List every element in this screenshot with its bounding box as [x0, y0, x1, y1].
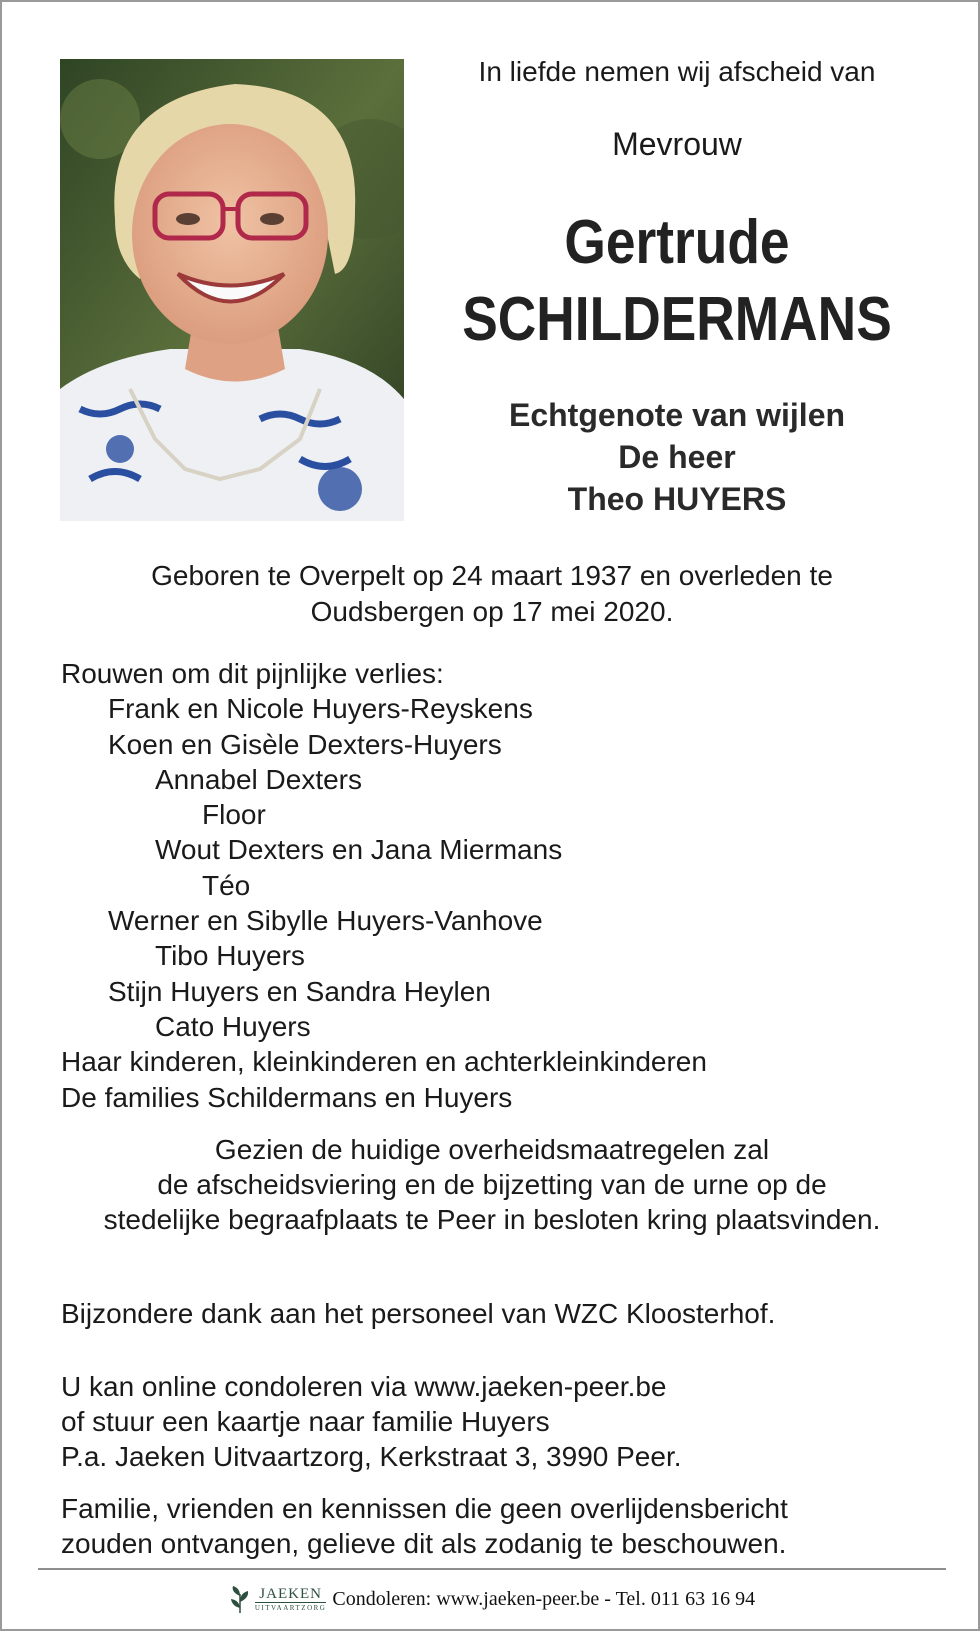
salutation: Mevrouw [612, 126, 742, 162]
mourner-entry: Floor [202, 799, 266, 831]
final-note [61, 1491, 788, 1561]
deceased-first-name: Gertrude [564, 208, 790, 277]
mourners-closing: Haar kinderen, kleinkinderen en achterkleinkinderen [61, 1046, 707, 1078]
mourner-entry: Cato Huyers [155, 1010, 311, 1042]
mourner-entry: Koen en Gisèle Dexters-Huyers [108, 728, 502, 760]
mourners-list [61, 656, 707, 1115]
intro-text: In liefde nemen wij afscheid van [478, 56, 876, 87]
mourner-entry: Wout Dexters en Jana Miermans [155, 834, 563, 866]
spouse-name: Theo HUYERS [567, 481, 787, 517]
ceremony-notice [42, 1132, 942, 1237]
condolence-address: P.a. Jaeken Uitvaartzorg, Kerkstraat 3, 3990 Peer. [61, 1441, 682, 1472]
footer-contact: Condoleren: www.jaeken-peer.be - Tel. 011 63 16 94 [332, 1587, 756, 1610]
condolence-info [61, 1369, 682, 1474]
notice-line: stedelijke begraafplaats te Peer in besloten kring plaatsvinden. [103, 1204, 881, 1235]
mourner-entry: Annabel Dexters [155, 763, 363, 795]
final-note-line: zouden ontvangen, gelieve dit als zodanig te beschouwen. [61, 1528, 787, 1559]
spouse-block [406, 394, 948, 520]
condolence-line: of stuur een kaartje naar familie Huyers [61, 1406, 550, 1437]
final-note-line: Familie, vrienden en kennissen die geen overlijdensbericht [61, 1493, 788, 1524]
deceased-last-name: SCHILDERMANS [462, 285, 892, 354]
logo-name: JAEKEN [259, 1585, 322, 1602]
birth-line: Geboren te Overpelt op 24 maart 1937 en overleden te [151, 560, 833, 591]
mourner-entry: Frank en Nicole Huyers-Reyskens [108, 693, 533, 725]
leaf-icon [229, 1584, 251, 1614]
notice-line: de afscheidsviering en de bijzetting van de urne op de [157, 1169, 827, 1200]
mourners-closing: De families Schildermans en Huyers [61, 1081, 513, 1113]
portrait-photo [60, 59, 404, 521]
spouse-line: De heer [618, 439, 736, 475]
funeral-home-logo [229, 1584, 327, 1614]
mourners-heading: Rouwen om dit pijnlijke verlies: [61, 658, 444, 689]
footer-divider [38, 1568, 946, 1570]
birth-death-info [42, 558, 942, 630]
notice-line: Gezien de huidige overheidsmaatregelen zal [214, 1134, 770, 1165]
condolence-line: U kan online condoleren via www.jaeken-peer.be [61, 1371, 667, 1402]
mourner-entry: Stijn Huyers en Sandra Heylen [108, 975, 491, 1007]
mourner-entry: Téo [202, 869, 251, 901]
footer [2, 1578, 980, 1620]
mourner-entry: Tibo Huyers [155, 940, 305, 972]
mourner-entry: Werner en Sibylle Huyers-Vanhove [108, 905, 543, 937]
logo-subtitle: UITVAARTZORG [254, 1603, 327, 1612]
spouse-line: Echtgenote van wijlen [508, 397, 846, 433]
birth-line: Oudsbergen op 17 mei 2020. [310, 596, 674, 627]
thanks-text: Bijzondere dank aan het personeel van WZC Kloosterhof. [61, 1298, 776, 1329]
